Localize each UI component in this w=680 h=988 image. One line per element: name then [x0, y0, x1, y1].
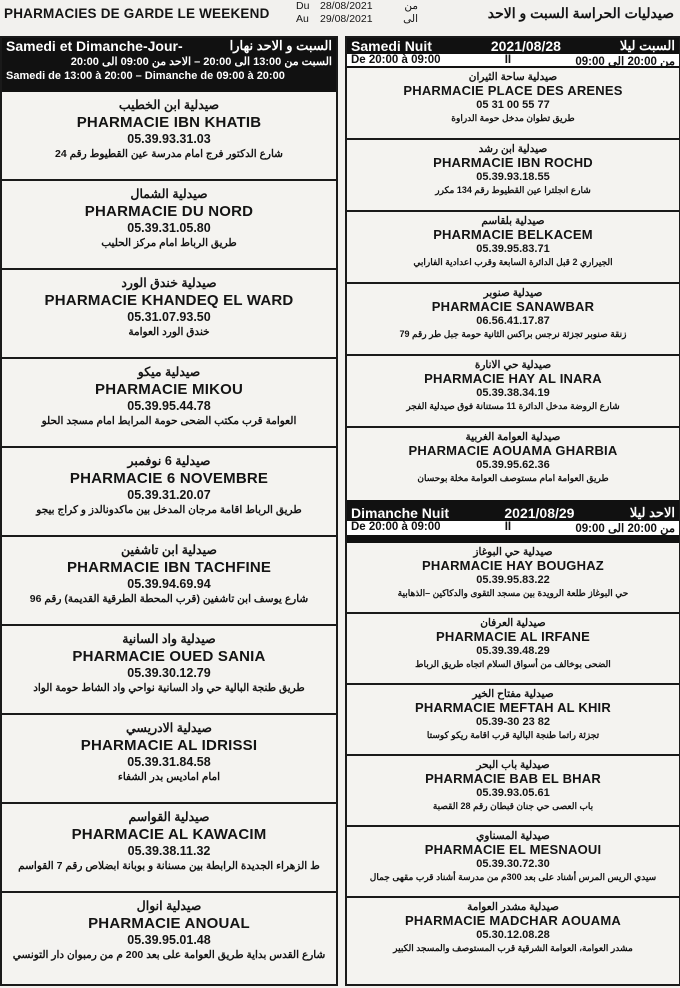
pharmacy-phone: 05 31 00 55 77: [476, 99, 550, 111]
pharmacy-name-ar: صيدلية القواسم: [128, 810, 210, 824]
pharmacy-phone: 05.39.95.44.78: [127, 399, 211, 413]
pharmacy-phone: 05.39.95.83.22: [476, 574, 550, 586]
pharmacy-phone: 05.39.38.11.32: [127, 844, 211, 858]
sunday-night-date: 2021/08/29: [504, 505, 575, 521]
saturday-night-sep: II: [504, 54, 512, 66]
pharmacy-address: سيدي الريس المرس أشناد على بعد 300م من مدرسة أشناد قرب مقهى جمال: [369, 872, 657, 882]
sunday-night-title-ar: الاحد ليلا: [629, 505, 675, 520]
sunday-night-title-fr: Dimanche Nuit: [351, 505, 450, 521]
pharmacy-name-ar: صيدلية صنوبر: [483, 287, 543, 299]
banner-title-ar: صيدليات الحراسة السبت و الاحد: [487, 5, 674, 21]
pharmacy-name-ar: صيدلية ساحة الثيران: [468, 71, 558, 83]
day-duty-column: [0, 36, 338, 986]
pharmacy-name-fr: PHARMACIE OUED SANIA: [72, 648, 266, 665]
day-hours-ar: السبت من 13:00 الى 20:00 – الاحد من 09:00 الى 20:00: [70, 56, 332, 68]
pharmacy-address: زنقة صنوبر تجزئة نرجس براكس الثانية حومة جبل طر رقم 79: [399, 329, 627, 339]
pharmacy-address: شارع القدس بداية طريق العوامة على بعد 200 م من رمبوان دار التونسي: [12, 949, 326, 961]
pharmacy-card: [347, 356, 679, 428]
day-pharmacy-list: [2, 92, 336, 982]
pharmacy-name-fr: PHARMACIE ANOUAL: [88, 915, 250, 932]
pharmacy-phone: 05.39.30.72.30: [476, 858, 550, 870]
sunday-night-list: [347, 543, 679, 969]
sunday-night-header: [347, 500, 679, 543]
date-to-label: Au: [296, 13, 309, 25]
date-from-label: Du: [296, 0, 310, 12]
pharmacy-name-fr: PHARMACIE AL IDRISSI: [80, 737, 258, 754]
pharmacy-name-ar: صيدلية خندق الورد: [121, 276, 217, 290]
pharmacy-address: شارع الروضة مدخل الدائرة 11 مستنانة فوق صيدلية الفجر: [406, 401, 620, 411]
saturday-night-hours-ar: من 20:00 الى 09:00: [575, 56, 675, 68]
pharmacy-address: شارع يوسف ابن تاشفين (قرب المحطة الطرقية القديمة) رقم 96: [29, 593, 309, 605]
pharmacy-name-fr: PHARMACIE AL KAWACIM: [71, 826, 267, 843]
pharmacy-address: العوامة قرب مكتب الضحى حومة المرابط امام مسجد الحلو: [41, 415, 297, 427]
date-to-row: [296, 13, 418, 26]
sunday-night-sep: II: [504, 521, 512, 533]
pharmacy-phone: 05.39.31.84.58: [127, 755, 211, 769]
pharmacy-address: تجزئة راتما طنجة البالية قرب اقامة ريكو كوستا: [426, 730, 600, 740]
pharmacy-name-fr: PHARMACIE AOUAMA GHARBIA: [408, 443, 618, 458]
pharmacy-name-fr: PHARMACIE IBN TACHFINE: [66, 559, 272, 576]
pharmacy-address: طريق الرباط امام مركز الحليب: [101, 237, 237, 249]
pharmacy-card: [2, 181, 336, 270]
pharmacy-phone: 05.39.31.05.80: [127, 221, 211, 235]
pharmacy-name-fr: PHARMACIE IBN ROCHD: [433, 155, 593, 170]
pharmacy-card: [347, 68, 679, 140]
pharmacy-name-ar: صيدلية مفتاح الخير: [472, 688, 554, 700]
pharmacy-address: امام اماديس بدر الشفاء: [117, 771, 221, 783]
pharmacy-phone: 05.39.38.34.19: [476, 387, 550, 399]
pharmacy-name-ar: صيدلية العرفان: [480, 617, 546, 629]
pharmacy-card: [2, 804, 336, 893]
pharmacy-card: [347, 543, 679, 614]
pharmacy-name-ar: صيدلية ابن رشد: [478, 143, 548, 155]
pharmacy-card: [2, 92, 336, 181]
date-from: 28/08/2021: [320, 0, 373, 12]
pharmacy-name-fr: PHARMACIE BAB EL BHAR: [425, 771, 601, 786]
pharmacy-address: شارع الدكتور فرج امام مدرسة عين القطيوط رقم 24: [55, 148, 283, 160]
pharmacy-name-fr: PHARMACIE MADCHAR AOUAMA: [405, 913, 621, 928]
pharmacy-name-ar: صيدلية ميكو: [137, 365, 201, 379]
pharmacy-card: [347, 756, 679, 827]
pharmacy-card: [2, 626, 336, 715]
date-from-label-ar: من: [404, 0, 418, 12]
saturday-night-title-ar: السبت ليلا: [619, 38, 675, 53]
pharmacy-name-ar: صيدلية الادريسي: [126, 721, 212, 735]
pharmacy-name-fr: PHARMACIE MIKOU: [95, 381, 243, 398]
saturday-night-list: [347, 68, 679, 500]
pharmacy-card: [347, 614, 679, 685]
pharmacy-address: ط الزهراء الجديدة الرابطة بين مسنانة و بوبانة ابضلاص رقم 7 القواسم: [18, 860, 320, 872]
day-header-titles: [2, 38, 336, 54]
date-to: 29/08/2021: [320, 13, 373, 25]
pharmacy-phone: 05.39.95.62.36: [476, 459, 550, 471]
pharmacy-name-ar: صيدلية انوال: [136, 899, 202, 913]
pharmacy-address: طريق العوامة امام مستوصف العوامة مخلة بوحسان: [417, 473, 609, 483]
pharmacy-phone: 05.39.95.01.48: [127, 933, 211, 947]
pharmacy-phone: 05.39.93.18.55: [476, 171, 550, 183]
night-duty-column: [345, 36, 680, 986]
sunday-night-hours: [347, 521, 679, 535]
saturday-night-date: 2021/08/28: [490, 38, 561, 54]
pharmacy-phone: 05.39.95.83.71: [476, 243, 550, 255]
pharmacy-address: حي البوغاز طلعة الرويدة بين مسجد التقوى والدكاكين –الذهابية: [397, 588, 629, 598]
day-hours-fr: Samedi de 13:00 à 20:00 – Dimanche de 09:00 à 20:00: [6, 70, 285, 82]
pharmacy-address: طريق تطوان مدخل حومة الدراوة: [451, 113, 575, 123]
pharmacy-phone: 05.39.94.69.94: [127, 577, 211, 591]
pharmacy-name-fr: PHARMACIE PLACE DES ARENES: [403, 83, 623, 98]
pharmacy-name-ar: صيدلية بلقاسم: [481, 215, 545, 227]
pharmacy-card: [347, 428, 679, 500]
pharmacy-name-ar: صيدلية 6 نوفمبر: [127, 454, 211, 468]
day-section-header: [2, 38, 336, 92]
pharmacy-name-fr: PHARMACIE DU NORD: [84, 203, 254, 220]
pharmacy-address: الضحى بوخالف من أسواق السلام اتجاه طريق الرباط: [415, 659, 611, 669]
saturday-night-hours: [347, 54, 679, 68]
date-from-row: [296, 0, 418, 13]
pharmacy-name-ar: صيدلية حي الانارة: [474, 359, 552, 371]
pharmacy-phone: 05.39.93.05.61: [476, 787, 550, 799]
pharmacy-card: [347, 827, 679, 898]
pharmacy-card: [2, 537, 336, 626]
day-title-fr: Samedi et Dimanche-Jour-: [6, 38, 183, 54]
pharmacy-name-ar: صيدلية ابن تاشفين: [120, 543, 217, 557]
pharmacy-address: طريق الرباط اقامة مرجان المدخل بين ماكدونالدز و كراج بيجو: [36, 504, 302, 516]
top-banner: [0, 0, 680, 30]
sunday-night-titles: [347, 503, 679, 521]
pharmacy-phone: 05.39-30 23 82: [475, 716, 550, 728]
pharmacy-name-ar: صيدلية العوامة الغربية: [465, 431, 561, 443]
date-to-label-ar: الى: [403, 13, 418, 25]
pharmacy-address: الجيراري 2 قبل الدائرة السابعة وقرب اعدادية الفارابي: [413, 257, 613, 267]
pharmacy-name-fr: PHARMACIE EL MESNAOUI: [424, 842, 602, 857]
saturday-night-hours-fr: De 20:00 à 09:00: [351, 54, 441, 66]
pharmacy-name-fr: PHARMACIE MEFTAH AL KHIR: [415, 700, 611, 715]
pharmacy-phone: 05.39.31.20.07: [127, 488, 211, 502]
pharmacy-address: خندق الورد العوامة: [128, 326, 210, 338]
pharmacy-name-ar: صيدلية الشمال: [130, 187, 208, 201]
saturday-night-header: [347, 38, 679, 68]
pharmacy-name-ar: صيدلية حي البوغاز: [473, 546, 553, 558]
pharmacy-phone: 05.30.12.08.28: [476, 929, 550, 941]
pharmacy-name-fr: PHARMACIE HAY BOUGHAZ: [422, 558, 604, 573]
pharmacy-address: طريق طنجة البالية حي واد السانية نواحي واد الشاط حومة الواد: [33, 682, 305, 694]
pharmacy-card: [347, 284, 679, 356]
pharmacy-card: [2, 270, 336, 359]
pharmacy-phone: 05.31.07.93.50: [127, 310, 211, 324]
pharmacy-phone: 05.39.39.48.29: [476, 645, 550, 657]
pharmacy-phone: 05.39.93.31.03: [127, 132, 211, 146]
pharmacy-name-fr: PHARMACIE 6 NOVEMBRE: [69, 470, 269, 487]
banner-title-fr: PHARMACIES DE GARDE LE WEEKEND: [4, 6, 270, 21]
saturday-night-title-fr: Samedi Nuit: [351, 38, 432, 54]
pharmacy-name-ar: صيدلية باب البحر: [476, 759, 550, 771]
pharmacy-card: [2, 893, 336, 982]
pharmacy-address: مشدر العوامة، العوامة الشرقية قرب المستوصف والمسجد الكبير: [393, 943, 633, 953]
pharmacy-card: [347, 212, 679, 284]
pharmacy-name-fr: PHARMACIE AL IRFANE: [435, 629, 591, 644]
pharmacy-address: شارع انجلترا عين القطيوط رقم 134 مكرر: [435, 185, 591, 195]
pharmacy-card: [2, 448, 336, 537]
pharmacy-name-fr: PHARMACIE IBN KHATIB: [76, 114, 262, 131]
pharmacy-name-ar: صيدلية ابن الخطيب: [118, 98, 220, 112]
pharmacy-card: [347, 140, 679, 212]
day-title-ar: السبت و الاحد نهارا: [229, 38, 332, 53]
pharmacy-card: [347, 898, 679, 969]
saturday-night-titles: [347, 38, 679, 54]
pharmacy-address: باب العصى حي جنان قبطان رقم 28 القصبة: [432, 801, 594, 811]
pharmacy-card: [2, 715, 336, 804]
sunday-night-hours-ar: من 20:00 الى 09:00: [575, 523, 675, 535]
pharmacy-name-fr: PHARMACIE SANAWBAR: [431, 299, 595, 314]
pharmacy-name-ar: صيدلية مشدر العوامة: [467, 901, 559, 913]
pharmacy-name-ar: صيدلية واد السانية: [122, 632, 216, 646]
pharmacy-card: [2, 359, 336, 448]
pharmacy-name-fr: PHARMACIE KHANDEQ EL WARD: [44, 292, 294, 309]
pharmacy-phone: 05.39.30.12.79: [127, 666, 211, 680]
pharmacy-name-fr: PHARMACIE HAY AL INARA: [424, 371, 602, 386]
sunday-night-hours-fr: De 20:00 à 09:00: [351, 521, 441, 533]
pharmacy-card: [347, 685, 679, 756]
pharmacy-name-ar: صيدلية المسناوي: [476, 830, 550, 842]
banner-dates: [296, 0, 418, 26]
pharmacy-phone: 06.56.41.17.87: [476, 315, 550, 327]
pharmacy-name-fr: PHARMACIE BELKACEM: [433, 227, 593, 242]
